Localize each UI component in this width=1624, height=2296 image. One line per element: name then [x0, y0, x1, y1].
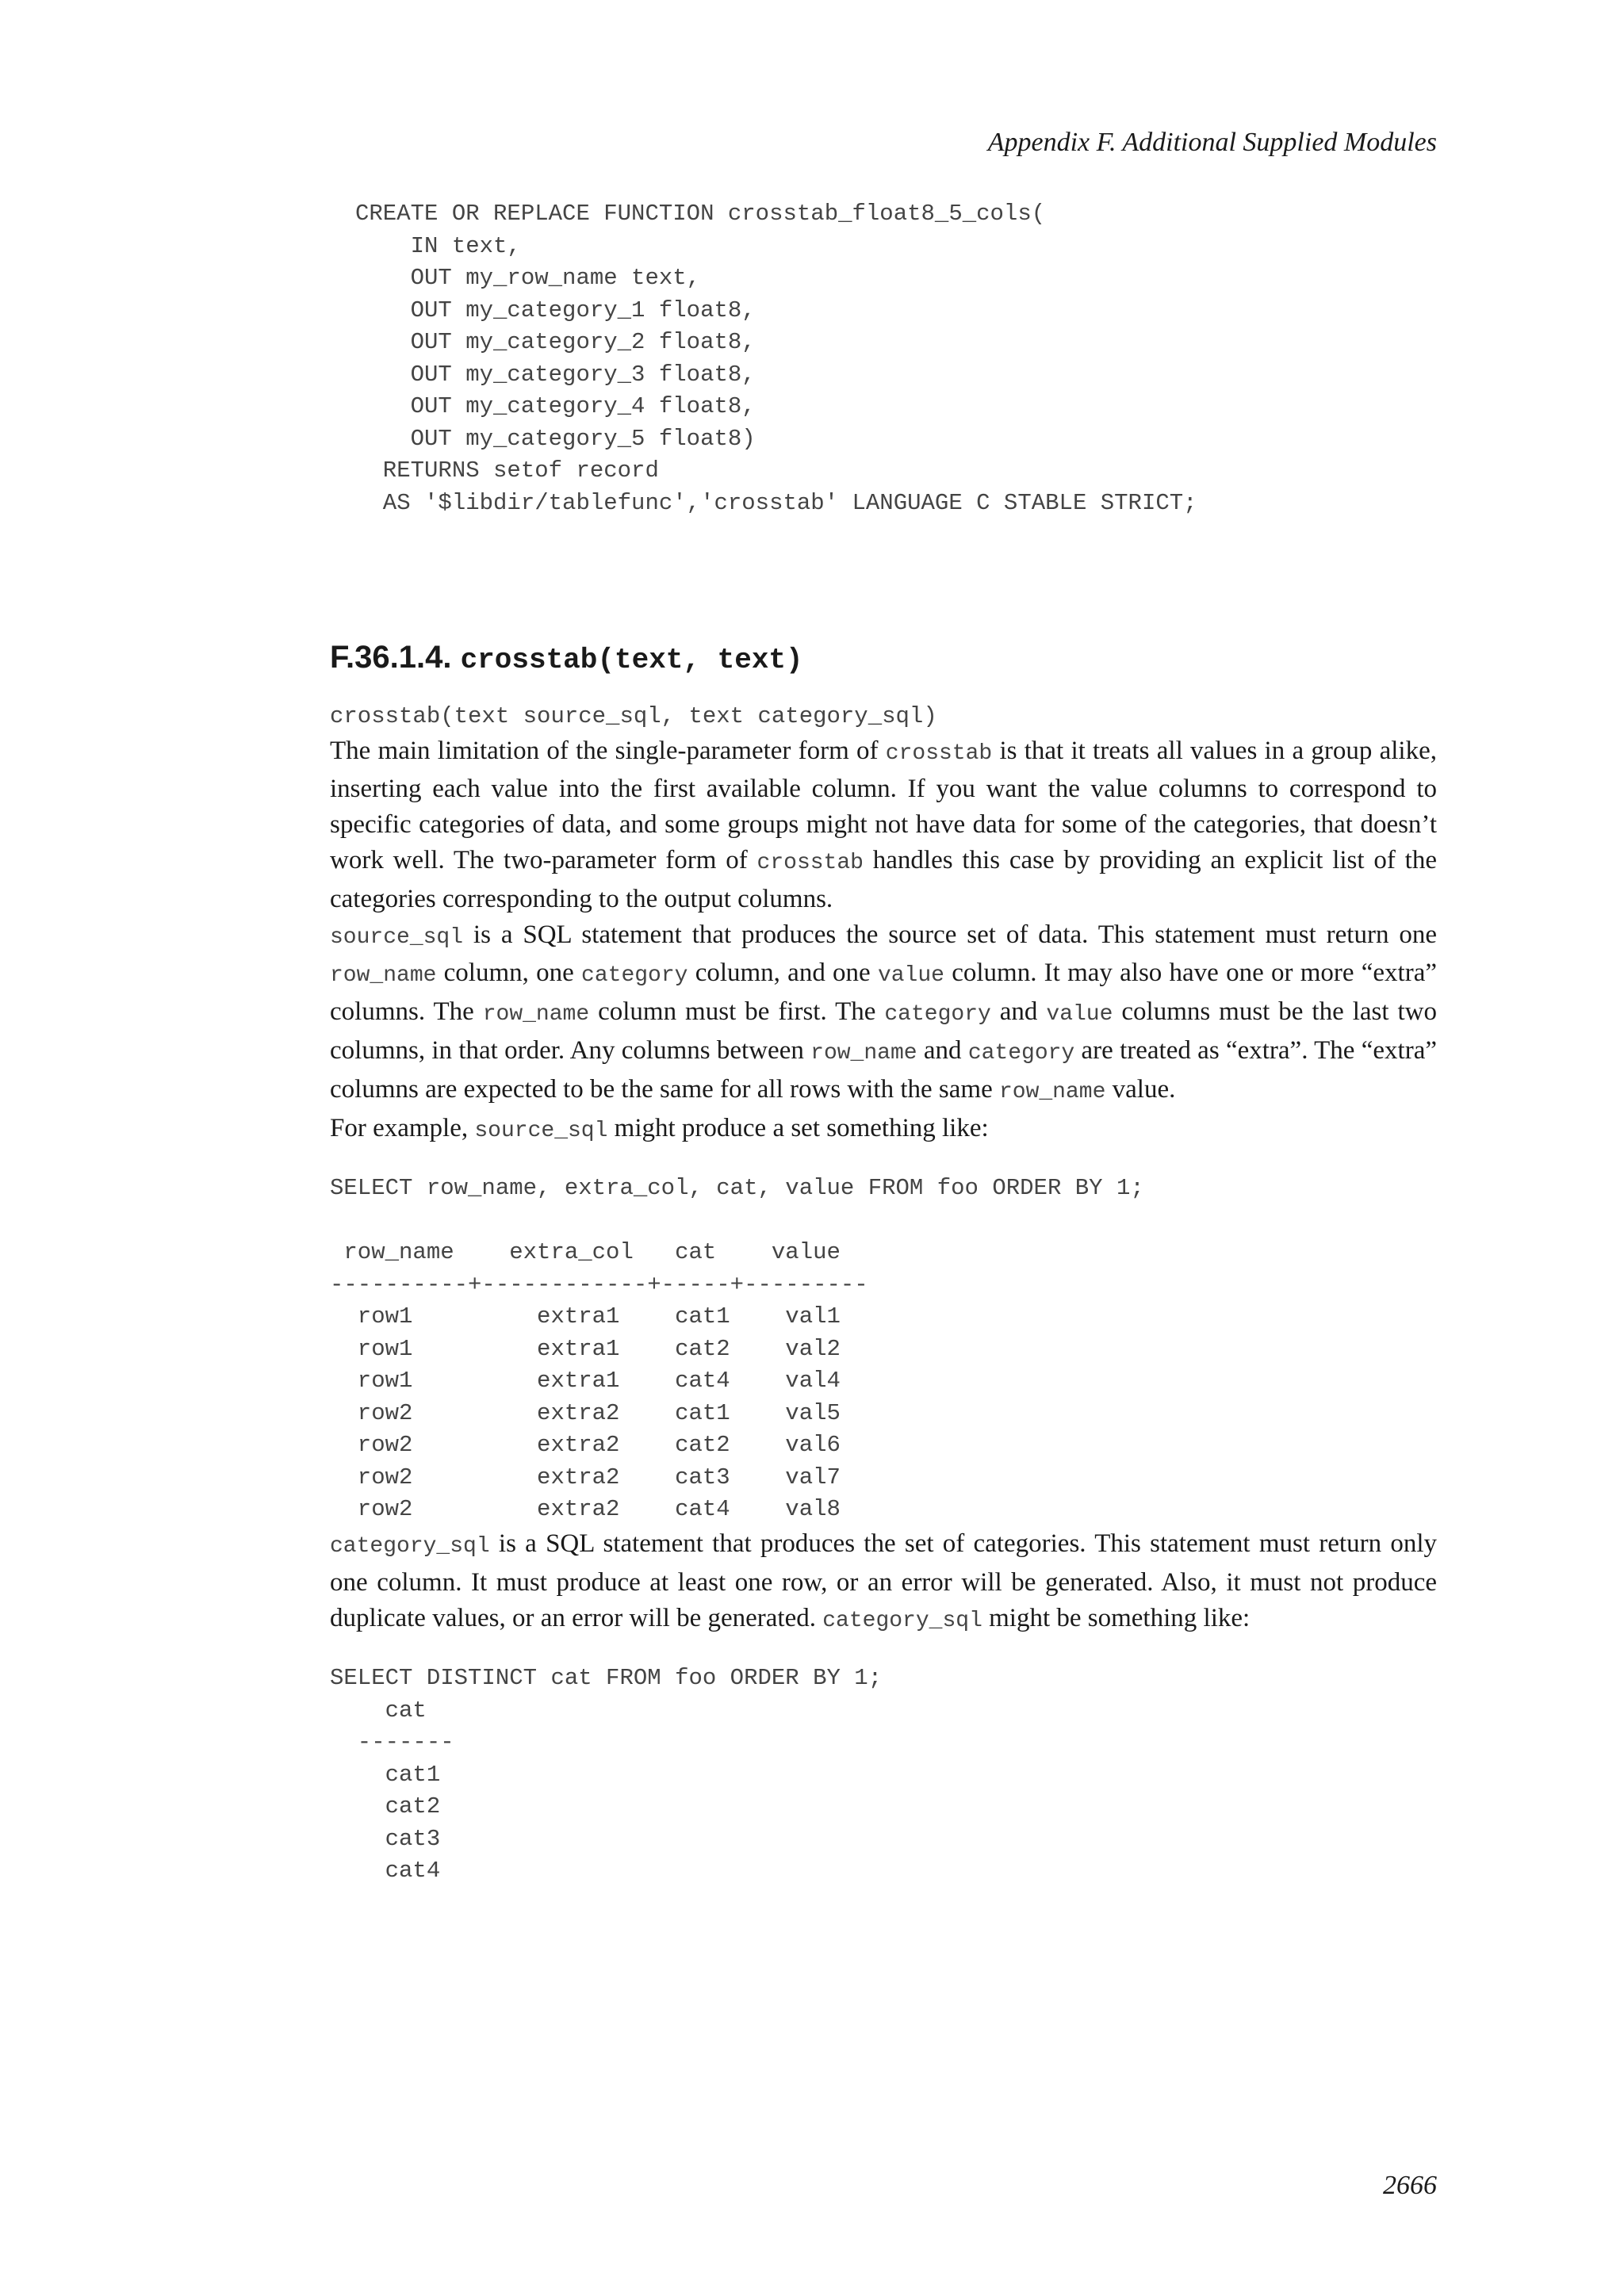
- page-content: [330, 198, 1437, 1888]
- inline-code: row_name: [998, 1079, 1106, 1104]
- inline-code: source_sql: [330, 924, 464, 950]
- section-number: F.36.1.4.: [330, 640, 452, 675]
- inline-code: category_sql: [822, 1608, 982, 1633]
- inline-code: row_name: [810, 1041, 917, 1066]
- example-source-output: SELECT row_name, extra_col, cat, value FROM foo ORDER BY 1; row_name extra_col cat value ----------+------------+-----+--------- row1 extra1 cat1 val1 row1 extra1 cat2 val2 row1 extra1 cat4 val4 row2 extra2 cat1 val5 row2 extra2 cat2 val6 row2 extra2 cat3 val7 row2 extra2 cat4 val8: [330, 1175, 1144, 1523]
- function-synopsis: crosstab(text source_sql, text category_sql): [330, 703, 937, 730]
- paragraph-example-intro: For example, source_sql might produce a set something like:: [330, 1113, 989, 1143]
- inline-code: row_name: [330, 963, 437, 989]
- section-title-code: crosstab(text, text): [460, 644, 803, 676]
- inline-code: row_name: [482, 1002, 590, 1027]
- inline-code: crosstab: [756, 851, 864, 876]
- inline-code: category: [967, 1041, 1075, 1066]
- running-header: Appendix F. Additional Supplied Modules: [987, 128, 1437, 157]
- inline-code: source_sql: [474, 1118, 608, 1143]
- inline-code: value: [877, 963, 944, 989]
- example-category-output: SELECT DISTINCT cat FROM foo ORDER BY 1; cat ------- cat1 cat2 cat3 cat4: [330, 1665, 883, 1885]
- function-definition-code: CREATE OR REPLACE FUNCTION crosstab_float8_5_cols( IN text, OUT my_row_name text, OUT my_category_1 float8, OUT my_category_2 float8, OUT my_category_3 float8, OUT my_category_4 float8, OUT my_category_5 float8) RETURNS setof record AS '$libdir/tablefunc','crosstab' LANGUAGE C STABLE STRICT;: [355, 201, 1197, 516]
- inline-code: category: [884, 1002, 991, 1027]
- section-heading: [330, 638, 1437, 677]
- inline-code: category: [581, 963, 688, 989]
- inline-code: category_sql: [330, 1533, 490, 1559]
- inline-code: crosstab: [885, 740, 993, 766]
- inline-code: value: [1046, 1002, 1113, 1027]
- paragraph-source-sql: source_sql is a SQL statement that produces the source set of data. This statement must return one row_name column, one category column, and one value column. It may also have one or more “extra” columns. The row_name column must be first. The category and value columns must be the last two columns, in that order. Any columns between row_name and category are treated as “extra”. The “extra” columns are expected to be the same for all rows with the same row_name value.: [330, 920, 1437, 1104]
- paragraph-limitation: The main limitation of the single-parameter form of crosstab is that it treats all values in a group alike, inserting each value into the first available column. If you want the value columns to correspond to specific categories of data, and some groups might not have data for some of the categories, that doesn’t work well. The two-parameter form of crosstab handles this case by providing an explicit list of the categories corresponding to the output columns.: [330, 736, 1437, 913]
- paragraph-category-sql: category_sql is a SQL statement that produces the set of categories. This statement must return only one column. It must produce at least one row, or an error will be generated. Also, it must not produce duplicate values, or an error will be generated. category_sql might be something like:: [330, 1529, 1437, 1633]
- page-number: 2666: [1383, 2171, 1437, 2200]
